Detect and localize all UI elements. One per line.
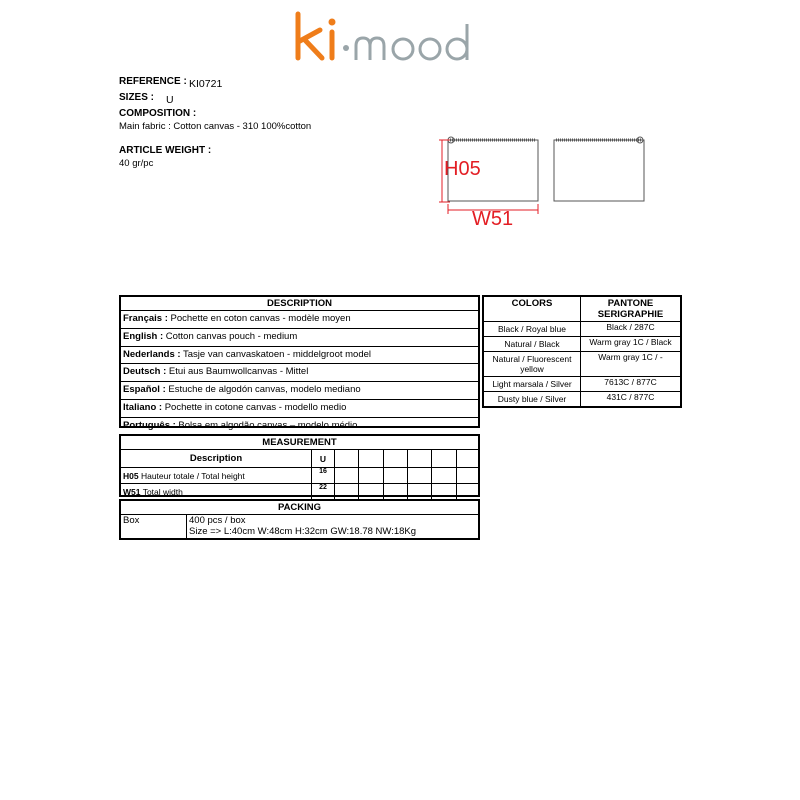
pantone-header (581, 296, 682, 322)
color-row (483, 337, 681, 352)
color-name: Natural / Fluorescent yellow (483, 352, 581, 377)
weight-value: 40 gr/pc (119, 158, 154, 169)
pouch-technical-drawing (436, 132, 656, 232)
description-language: Deutsch : (123, 366, 167, 378)
measurement-label: Hauteur totale / Total height (138, 470, 245, 481)
description-rows (121, 311, 478, 435)
description-row (121, 329, 478, 347)
measurement-code: W51 (123, 486, 141, 497)
measurement-row (121, 484, 478, 500)
measurement-empty-cell (359, 484, 383, 500)
measurement-empty-cell (407, 484, 431, 500)
composition-label: COMPOSITION : (119, 108, 197, 119)
packing-box (119, 499, 480, 540)
description-row (121, 311, 478, 329)
reference-value: KI0721 (189, 78, 223, 90)
measurement-empty-cell (432, 468, 456, 484)
description-language: English : (123, 330, 164, 342)
measurement-box (119, 434, 480, 497)
color-row (483, 377, 681, 392)
measurement-empty-cell (383, 468, 407, 484)
description-row (121, 364, 478, 382)
description-text: Estuche de algodón canvas, modelo mediano (165, 384, 361, 396)
measurement-code: H05 (123, 470, 139, 481)
measurement-title: MEASUREMENT (121, 436, 478, 450)
pantone-value: 7613C / 877C (581, 377, 682, 392)
packing-title: PACKING (121, 501, 478, 515)
description-language: Nederlands : (123, 348, 181, 360)
description-language: Français : (123, 313, 168, 324)
measurement-description (121, 484, 312, 500)
description-language: Italiano : (123, 401, 163, 413)
reference-label: REFERENCE : (119, 76, 187, 87)
color-row (483, 322, 681, 337)
description-text: Bolsa em algodão canvas – modelo médio (175, 419, 358, 431)
packing-unit: Box (121, 515, 187, 539)
measurement-size-header: U (312, 450, 335, 468)
colors-header: COLORS (483, 296, 581, 322)
measurement-empty-cell (359, 468, 383, 484)
measurement-empty-cell (432, 484, 456, 500)
pantone-header-line1: PANTONE (607, 298, 654, 309)
measurement-empty-cell (335, 484, 359, 500)
measurement-row (121, 468, 478, 484)
composition-value: Main fabric : Cotton canvas - 310 100%cotton (119, 121, 312, 132)
packing-line2: Size => L:40cm W:48cm H:32cm GW:18.78 NW:18Kg (189, 526, 417, 537)
description-row (121, 418, 478, 435)
color-name: Light marsala / Silver (483, 377, 581, 392)
measurement-empty-cell (456, 484, 478, 500)
color-name: Black / Royal blue (483, 322, 581, 337)
description-text: Pochette en coton canvas - modèle moyen (167, 313, 351, 324)
pantone-value: Warm gray 1C / Black (581, 337, 682, 352)
description-title: DESCRIPTION (121, 297, 478, 311)
packing-details (187, 515, 416, 539)
color-row (483, 352, 681, 377)
description-language: Español : (123, 384, 166, 396)
color-name: Natural / Black (483, 337, 581, 352)
measurement-label: Total width (140, 486, 183, 497)
measurement-empty-cell (407, 468, 431, 484)
description-text: Etui aus Baumwollcanvas - Mittel (166, 366, 309, 378)
description-language: Português : (123, 419, 176, 431)
measurement-description (121, 468, 312, 484)
measurement-table (121, 450, 478, 499)
measurement-empty-cell (335, 468, 359, 484)
pantone-value: Black / 287C (581, 322, 682, 337)
packing-line1: 400 pcs / box (189, 515, 246, 526)
description-box (119, 295, 480, 431)
height-dimension-label: H05 (444, 158, 481, 180)
measurement-value: 16 (312, 468, 335, 484)
description-row (121, 382, 478, 400)
width-dimension-label: W51 (472, 208, 514, 230)
measurement-desc-header: Description (121, 450, 312, 468)
pantone-header-line2: SERIGRAPHIE (597, 309, 664, 320)
measurement-empty-cell (456, 468, 478, 484)
pouch-back-outline (554, 140, 644, 201)
description-row (121, 347, 478, 365)
description-row (121, 400, 478, 418)
sizes-value: U (166, 94, 174, 106)
weight-label: ARTICLE WEIGHT : (119, 145, 212, 156)
sizes-label: SIZES : (119, 92, 155, 103)
description-text: Pochette in cotone canvas - modello medio (162, 401, 347, 413)
measurement-value: 22 (312, 484, 335, 500)
description-text: Tasje van canvaskatoen - middelgroot model (180, 348, 372, 360)
color-row (483, 392, 681, 407)
colors-table (482, 295, 682, 408)
color-name: Dusty blue / Silver (483, 392, 581, 407)
kimood-logo (290, 8, 490, 68)
description-text: Cotton canvas pouch - medium (163, 330, 298, 342)
measurement-empty-cell (383, 484, 407, 500)
pantone-value: 431C / 877C (581, 392, 682, 407)
pantone-value: Warm gray 1C / - (581, 352, 682, 377)
